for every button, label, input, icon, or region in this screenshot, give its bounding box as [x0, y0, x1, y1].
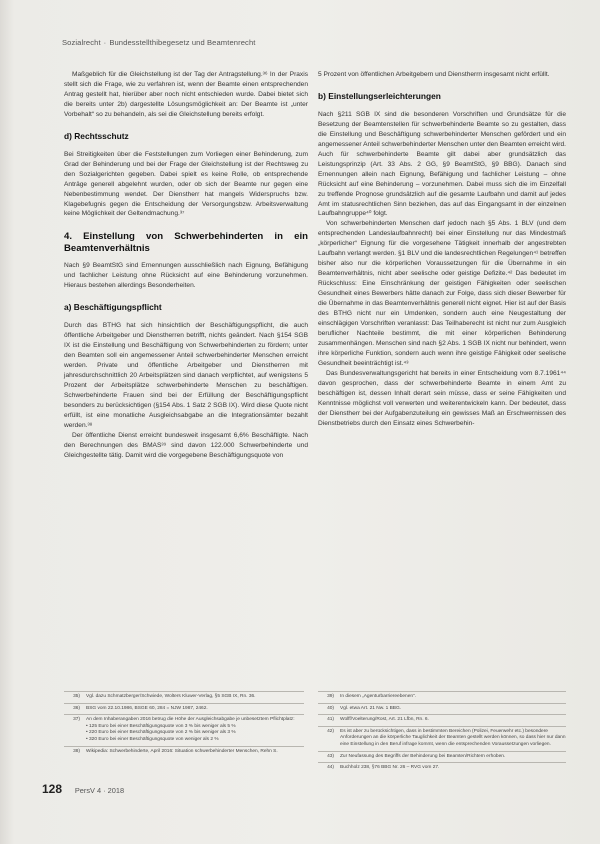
footnote-text: Es ist aber zu berücksichtigen, dass in bestimmten Bereichen (Polizei, Feuerwehr etc.) besondere Anforderungen an die körperliche Tauglichkeit der Beamten gestellt werden können, so dass hier nur dann eine Einstellung in den Beruf infrage kommt, wenn die entsprechenden Voraussetzungen vorliegen.	[340, 728, 566, 747]
footnote-text: Zur Neufassung des Begriffs der Behinderung bei Beamten/Richtern erhoben.	[340, 753, 506, 759]
paragraph-rechtsschutz: Bei Streitigkeiten über die Feststellungen zum Vorliegen einer Behinderung, zum Grad der Behinderung und bei der Frage der Gleichstellung ist der Rechtsweg zu den Sozialgerichten gegeben. Dabei spielt es keine Rolle, ob entsprechende Anträge generell abgelehnt wurden, oder ob sich der Beamte nur gegen eine Nebenbestimmung wendet. Der Dienstherr hat mangels Widerspruchs bzw. Klagebefugnis gegen die Entscheidung der Versorgungsbzw. Arbeitsverwaltung keine Möglichkeit der Geltendmachung.³⁷	[64, 150, 308, 218]
paragraph-erleichterungen-1: Nach §211 SGB IX sind die besonderen Vorschriften und Grundsätze für die Besetzung der Beamtenstellen für schwerbehinderte Beamte so zu gestalten, dass die Einstellung und Beschäftigung schwerbehinderter Menschen gefördert und ein angemessener Anteil schwerbehinderter Menschen unter den Beamten erreicht wird. Auch für schwerbehinderte Beamte gilt dabei aber grundsätzlich das Leistungsprinzip (Art. 33 Abs. 2 GG, §9 BeamtStG, §9 BBG). Danach sind Ernennungen allein nach Eignung, Befähigung und fachlicher Leistung – ohne Rücksicht auf eine Behinderung – vorzunehmen. Dabei muss sich die im Einzelfall zu treffende Prognose grundsätzlich auf die gesamte Laufbahn und damit auf jedes Amt im statusrechtlichen Sinn beziehen, das auf das Eingangsamt in der einzelnen Laufbahngruppe⁴⁰ folgt.	[318, 110, 566, 218]
heading-beschaeftigungspflicht: a) Beschäftigungspflicht	[64, 302, 162, 313]
page-number: 128	[42, 782, 63, 796]
footnote	[318, 751, 566, 763]
page-footer	[42, 782, 124, 796]
footnote-text: BSG vom 22.10.1986, BSGE 60, 284 = NJW 1987, 2462.	[86, 705, 208, 711]
footnote	[64, 714, 304, 745]
footnotes-right	[318, 691, 566, 774]
running-head-title: Bundesstellthibegesetz und Beamtenrecht	[109, 38, 256, 47]
footnote-text: Wolff/Voelterung/Rost, Art. 21 Lfbn, Rn. 6.	[340, 717, 429, 723]
footnote-text: Wikipedia: Schwerbehinderte, April 2016: Situation schwerbehinderter Menschen, Rehn S.	[86, 748, 278, 754]
footnote	[64, 703, 304, 715]
footnote	[64, 691, 304, 703]
footnote-text: In diesem „Agenturbarriereebenen“.	[340, 694, 416, 699]
footnote	[64, 746, 304, 758]
footnote-text: An dem Inhaberangaben 2016 betrug die Höhe der Ausgleichsabgabe je unbesetztem Pflichtplatz: • 125 Euro bei einer Beschäftigungsquote von 3 % bis weniger als 5 % • 220 Euro bei einer Beschäftigungsquote von 2 % bis weniger als 3 % • 320 Euro bei einer Beschäftigungsquote von weniger als 2 %	[86, 717, 295, 742]
footnote-number: 41)	[327, 717, 334, 723]
paragraph-continuation: 5 Prozent von öffentlichen Arbeitgebern und Dienstherrn insgesamt nicht erfüllt.	[318, 71, 550, 78]
footnote-number: 40)	[327, 705, 334, 711]
running-head-separator: ·	[103, 38, 107, 47]
paragraph-beschaeftigung-1: Durch das BTHG hat sich hinsichtlich der Beschäftigungspflicht, die auch öffentliche Arbeitgeber und Dienstherren betrifft, nichts geändert. Nach §154 SGB IX ist die Einstellung und Beschäftigung von Schwerbehinderten zu fördern; unter den Beamten soll ein angemessener Anteil schwerbehinderter Menschen erreicht werden. Private und öffentliche Arbeitgeber und Dienstherren mit jahresdurchschnittlich 20 Arbeitsplätzen sind danach verpflichtet, auf wenigstens 5 Prozent der Arbeitsplätze schwerbehinderte Menschen zu beschäftigen. Schwerbehinderte Frauen sind bei der Erfüllung der Beschäftigungspflicht besonders zu berücksichtigen (§154 Abs. 1 Satz 2 SGB IX). Wird diese Quote nicht erfüllt, ist eine monatliche Ausgleichsabgabe an die Integrationsämter bezahlt werden.³⁸	[64, 322, 308, 429]
paragraph-intro: Maßgeblich für die Gleichstellung ist der Tag der Antragstellung.³⁶ In der Praxis stellt sich die Frage, wie zu verfahren ist, wenn der Beamte einen entsprechenden Antrag gestellt hat, hierüber aber noch nicht entschieden wurde. Dabei bietet sich die bereits unter 2b) dargestellte Lösungsmöglichkeit an: Der Beamte ist „unter Vorbehalt“ so zu behandeln, als sei die Gleichstellung bereits erfolgt.	[64, 71, 308, 118]
footnote-number: 36)	[73, 705, 80, 711]
journal-issue: PersV 4 · 2018	[74, 786, 125, 795]
paragraph-section-4: Nach §9 BeamtStG sind Ernennungen ausschließlich nach Eignung, Befähigung und fachlicher Leistung ohne Rücksicht auf eine Behinderung vorzunehmen. Hieraus bestehen allerdings Besonderheiten.	[64, 262, 308, 290]
paragraph-erleichterungen-2: Von schwerbehinderten Menschen darf jedoch nach §5 Abs. 1 BLV (und dem entsprechenden Landeslaufbahnrecht) bei einer Einstellung nur das Mindestmaß „körperlicher“ Eignung für die vorgesehene Tätigkeit innerhalb der angestrebten Laufbahn verlangt werden. §1 BLV und die landesrechtlichen Regelungen⁴¹ betreffen bisher also nur die körperlichen Voraussetzungen für die Übernahme in ein Beamtenverhältnis, nicht aber seelische oder geistige Defizite.⁴² Das bedeutet im Rückschluss: Eine Einschränkung der geistigen Fähigkeiten oder seelischen Gesundheit eines Bewerbers hätte danach zur Folge, dass sich dieser Bewerber für die Übernahme in das Beamtenverhältnis generell nicht eignet. Hier ist auf der Basis des BTHG nicht nur ein Umdenken, sondern auch eine Neugestaltung der einschlägigen Vorschriften veranlasst: Das Teilhaberecht ist nicht nur zum Ausgleich beruflicher Nachteile bestimmt, die mit einer körperlichen Behinderung zusammenhängen. Menschen sind nach §2 Abs. 1 SGB IX nicht nur behindert, wenn ihre körperliche Funktion, sondern auch wenn ihre geistige Fähigkeit oder seelische Gesundheit beeinträchtigt ist.⁴³	[318, 220, 566, 367]
footnote	[318, 691, 566, 703]
heading-rechtsschutz: d) Rechtsschutz	[64, 130, 129, 141]
footnote-text: Buchholz 238, §76 BBG Nr. 26 – RVG vom 27.	[340, 765, 440, 771]
footnote	[318, 726, 566, 751]
footnote-text: Vgl. dazu Schmatzberger/Schwiede, Wolters Kluwer-Verlag, §5 SGB IX, Rn. 36.	[86, 694, 256, 699]
footnote-number: 44)	[327, 765, 334, 771]
footnote-number: 35)	[73, 694, 80, 699]
right-column	[318, 70, 566, 428]
heading-einstellungserleichterungen: b) Einstellungserleichterungen	[318, 90, 441, 101]
footnote-number: 37)	[73, 717, 80, 723]
footnote-number: 43)	[327, 753, 334, 759]
running-head-section: Sozialrecht	[62, 38, 101, 47]
footnote-number: 42)	[327, 728, 334, 734]
paragraph-erleichterungen-3: Das Bundesverwaltungsgericht hat bereits in einer Entscheidung vom 8.7.1961⁴⁴ davon gesprochen, dass der schwerbehinderte Beamte in einem Amt zu beschäftigen ist, dessen Inhalt derart sein müsse, dass er seine Fähigkeiten und Kenntnisse möglichst voll verwerten und weiterentwickeln kann. Der bedeutet, dass der Dienstherr bei der Aufgabenzuteilung ein gewisses Maß an Erschwernissen des Dienstbetriebs durch den Einsatz eines Schwerbehin-	[318, 369, 566, 427]
paragraph-beschaeftigung-2: Der öffentliche Dienst erreicht bundesweit insgesamt 6,6% Beschäftigte. Nach den Berechnungen des BMAS³⁹ sind davon 122.000 Schwerbehinderte und Gleichgestellte tätig. Damit wird die vorgegebene Beschäftigungsquote von	[64, 431, 308, 459]
running-head	[62, 38, 542, 47]
footnote	[318, 762, 566, 774]
footnote-number: 39)	[327, 694, 334, 699]
heading-section-4: 4. Einstellung von Schwerbehinderten in ein Beamtenverhältnis	[64, 231, 308, 255]
footnote	[318, 714, 566, 726]
footnote	[318, 703, 566, 715]
footnote-text: Vgl. etwa Art. 21 Nw. 1 BBG.	[340, 705, 402, 711]
footnote-number: 38)	[73, 748, 80, 754]
left-column	[64, 70, 308, 461]
footnotes-left	[64, 691, 304, 757]
